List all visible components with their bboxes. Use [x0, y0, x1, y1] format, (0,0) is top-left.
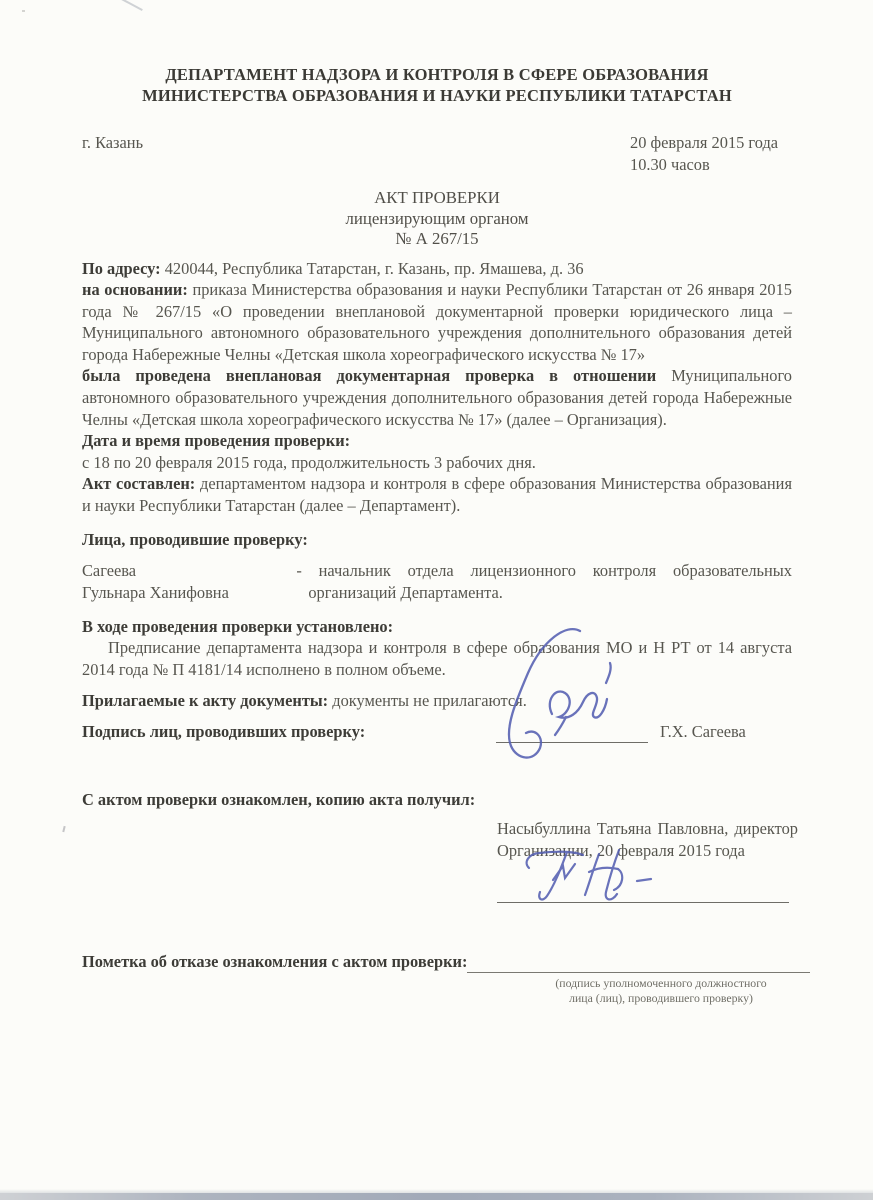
composed-label: Акт составлен:: [82, 474, 196, 494]
meta-row: [82, 132, 792, 176]
inspector-signature-row: [82, 721, 792, 743]
title-line-3: № А 267/15: [395, 229, 479, 248]
composed-paragraph: [82, 473, 792, 516]
inspector-name: Сагеева Гульнара Ханифовна: [82, 561, 229, 603]
scan-bottom-edge: [0, 1193, 873, 1200]
acknowledgement-heading: С актом проверки ознакомлен, копию акта получил:: [82, 789, 476, 809]
address-label: По адресу:: [82, 258, 161, 278]
document-header: [82, 64, 792, 106]
signature-line: [496, 722, 648, 743]
basis-text: приказа Министерства образования и науки Республики Татарстан от 26 января 2015 года № 267/15 «О проведении внеплановой документарной проверки юридического лица – Муниципального автономного образовательного учреждения дополнительного образования детей города Набережные Челны «Детская школа хореографического искусства № 17»: [82, 280, 792, 364]
conducted-label: была проведена внеплановая документарная проверка в отношении: [82, 366, 657, 386]
datetime-text: с 18 по 20 февраля 2015 года, продолжительность 3 рабочих дня.: [82, 452, 536, 472]
document-content: [82, 64, 798, 1007]
persons-heading: Лица, проводившие проверку:: [82, 529, 308, 549]
scan-artifact: [119, 0, 143, 11]
address-paragraph: [82, 258, 792, 280]
conducted-paragraph: [82, 365, 792, 430]
inspector-signature-name: Г.Х. Сагеева: [660, 722, 746, 742]
refusal-caption: (подпись уполномоченного должностного лица (лиц), проводившего проверку): [555, 975, 767, 1006]
time-label: 10.30 часов: [630, 155, 710, 174]
document-title: [82, 188, 792, 250]
datetime-heading: Дата и время проведения проверки:: [82, 431, 351, 451]
attachments-text: документы не прилагаются.: [332, 690, 527, 710]
composed-text: департаментом надзора и контроля в сфере образования Министерства образования и науки Республики Татарстан (далее – Департамент).: [82, 474, 792, 516]
date-time-block: [630, 132, 792, 176]
date-label: 20 февраля 2015 года: [630, 133, 779, 152]
title-line-2: лицензирующим органом: [345, 208, 529, 228]
conducted-text: Муниципального автономного образовательного учреждения дополнительного образования детей города Набережные Челны «Детская школа хореографического искусства № 17» (далее – Организация).: [82, 366, 792, 429]
signing-label: Подпись лиц, проводивших проверку:: [82, 722, 366, 742]
refusal-note-row: [82, 951, 792, 973]
findings-text: Предписание департамента надзора и контроля в сфере образования МО и Н РТ от 14 августа 2014 года № П 4181/14 исполнено в полном объеме.: [82, 638, 792, 679]
attachments-paragraph: [82, 690, 792, 712]
scan-artifact: [22, 10, 25, 12]
inspector-row: [82, 560, 792, 604]
basis-paragraph: [82, 279, 792, 365]
inspector-role: - начальник отдела лицензионного контроля образовательных организаций Департамента.: [296, 561, 792, 603]
address-text: 420044, Республика Татарстан, г. Казань, пр. Ямашева, д. 36: [164, 258, 584, 278]
header-line-2: МИНИСТЕРСТВА ОБРАЗОВАНИЯ И НАУКИ РЕСПУБЛИКИ ТАТАРСТАН: [142, 86, 732, 105]
findings-heading: В ходе проведения проверки установлено:: [82, 616, 394, 636]
refusal-label: Пометка об отказе ознакомления с актом проверки:: [82, 951, 468, 971]
refusal-blank-line: [467, 956, 810, 973]
header-line-1: ДЕПАРТАМЕНТ НАДЗОРА И КОНТРОЛЯ В СФЕРЕ ОБРАЗОВАНИЯ: [165, 65, 709, 84]
title-line-1: АКТ ПРОВЕРКИ: [374, 188, 500, 207]
signature-area: [496, 721, 792, 743]
document-body: [82, 258, 792, 517]
city-label: г. Казань: [82, 133, 144, 152]
attachments-label: Прилагаемые к акту документы:: [82, 690, 329, 710]
scan-artifact: [62, 826, 65, 832]
acknowledgement-person: Насыбуллина Татьяна Павловна, директор Организации, 20 февраля 2015 года: [497, 819, 798, 861]
basis-label: на основании:: [82, 280, 188, 300]
director-signature-line: [497, 888, 789, 903]
